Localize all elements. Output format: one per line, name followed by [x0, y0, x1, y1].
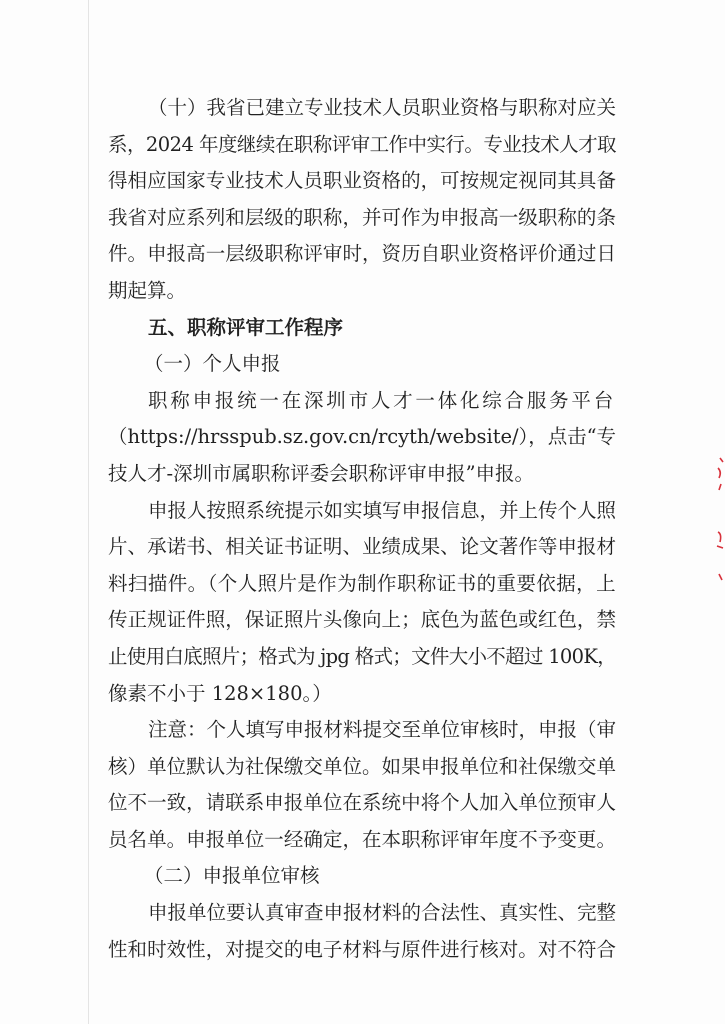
seal-stamp-fragment [708, 450, 725, 590]
stamp-mark [718, 458, 723, 490]
text-line-content: 我省对应系列和层级的职称，并可作为申报高一级职称的条 [108, 205, 616, 229]
text-line-content: 传正规证件照，保证照片头像向上；底色为蓝色或红色，禁 [108, 608, 616, 632]
text-line [108, 90, 616, 127]
text-line [108, 676, 616, 713]
subsection-heading [108, 858, 616, 895]
text-line-content: 片、承诺书、相关证书证明、业绩成果、论文著作等申报材 [108, 535, 616, 559]
text-line [108, 419, 616, 456]
stamp-mark [717, 532, 723, 548]
text-line-content: 技人才-深圳市属职称评委会职称评审申报”申报。 [108, 461, 535, 485]
text-line-content: 系，2024 年度继续在职称评审工作中实行。专业技术人才取 [108, 132, 616, 156]
text-line [108, 639, 616, 676]
text-line [108, 602, 616, 639]
stamp-mark [719, 574, 722, 580]
text-line-content: 像素不小于 128×180。） [108, 681, 332, 705]
text-line [108, 749, 616, 786]
text-line [108, 712, 616, 749]
text-line-content: 员名单。申报单位一经确定，在本职称评审年度不予变更。 [108, 827, 616, 851]
text-line-content: 注意：个人填写申报材料提交至单位审核时，申报（审 [148, 718, 616, 742]
section-heading [108, 310, 616, 347]
text-line-content: 件。申报高一层级职称评审时，资历自职业资格评价通过日 [108, 242, 616, 266]
text-line-content: 性和时效性，对提交的电子材料与原件进行核对。对不符合 [108, 937, 616, 961]
text-line-content: 止使用白底照片；格式为 jpg 格式；文件大小不超过 100K， [108, 644, 616, 668]
text-line-content: （一）个人申报 [144, 352, 281, 376]
text-line [108, 127, 616, 164]
text-line-content: （https://hrsspub.sz.gov.cn/rcyth/website/），点击“专 [108, 425, 616, 449]
text-line-content: 申报单位要认真审查申报材料的合法性、真实性、完整 [148, 901, 616, 925]
text-line-content: 职称申报统一在深圳市人才一体化综合服务平台 [148, 388, 616, 412]
subsection-heading [108, 346, 616, 383]
document-body [108, 90, 616, 968]
text-line-content: 期起算。 [108, 278, 187, 302]
text-line-content: 核）单位默认为社保缴交单位。如果申报单位和社保缴交单 [108, 754, 616, 778]
text-line [108, 785, 616, 822]
text-line [108, 822, 616, 859]
text-line [108, 200, 616, 237]
text-line [108, 273, 616, 310]
page-margin-line [88, 0, 89, 1024]
text-line-content: 料扫描件。（个人照片是作为制作职称证书的重要依据，上 [108, 571, 616, 595]
text-line-content: （二）申报单位审核 [144, 864, 320, 888]
text-line-content: 五、职称评审工作程序 [148, 315, 344, 339]
text-line [108, 163, 616, 200]
text-line [108, 493, 616, 530]
text-line-content: 申报人按照系统提示如实填写申报信息，并上传个人照 [148, 498, 616, 522]
text-line [108, 383, 616, 420]
text-line [108, 895, 616, 932]
text-line [108, 932, 616, 969]
text-line [108, 529, 616, 566]
text-line-content: 得相应国家专业技术人员职业资格的，可按规定视同其具备 [108, 169, 616, 193]
text-line [108, 236, 616, 273]
text-line [108, 456, 616, 493]
text-line-content: （十）我省已建立专业技术人员职业资格与职称对应关 [148, 96, 616, 119]
text-line-content: 位不一致，请联系申报单位在系统中将个人加入单位预审人 [108, 791, 616, 815]
text-line [108, 566, 616, 603]
